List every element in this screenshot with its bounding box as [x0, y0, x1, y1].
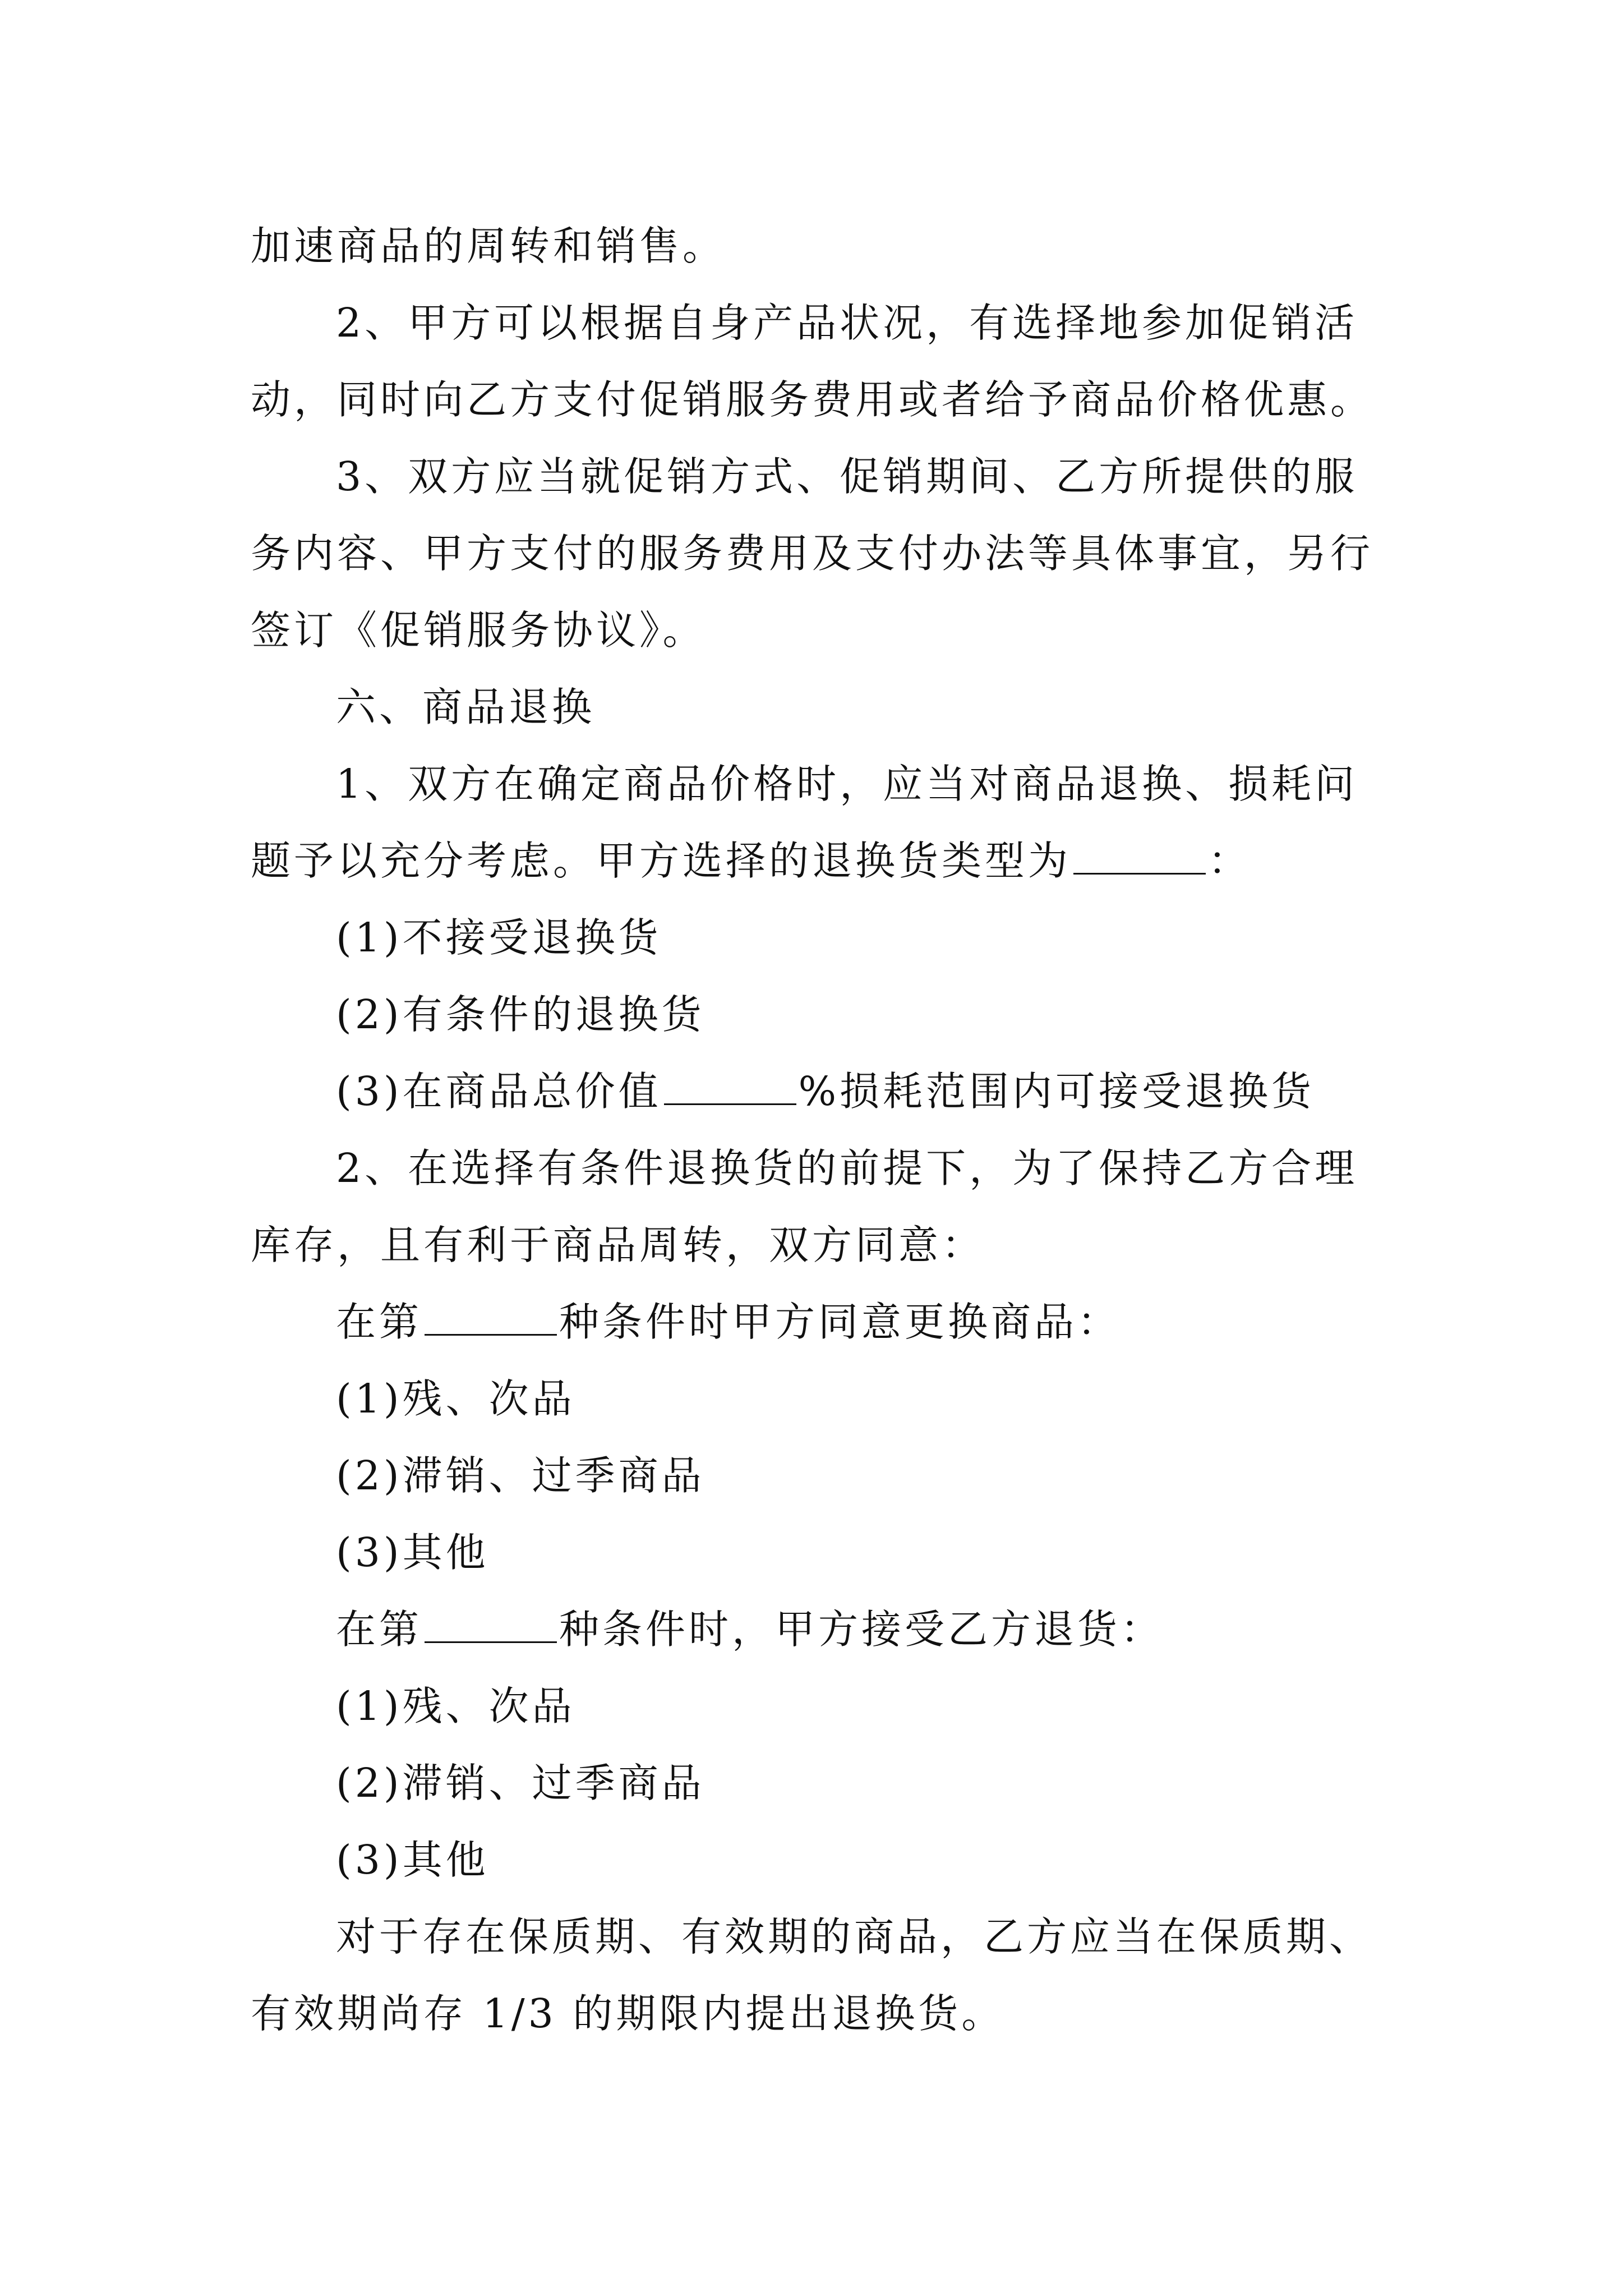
text: (1)残、次品: [336, 1683, 575, 1729]
text: 在第: [336, 1606, 423, 1653]
text-line: [251, 515, 1400, 592]
list-item: [251, 899, 1400, 976]
fill-in-blank[interactable]: [1073, 840, 1206, 875]
text: (2)滞销、过季商品: [336, 1760, 705, 1806]
text-line: [251, 208, 1400, 284]
text-line: [251, 361, 1400, 438]
text-line: [251, 1207, 1400, 1283]
list-item: [251, 1514, 1400, 1591]
text-line: [251, 1130, 1400, 1207]
text: (1)不接受退换货: [336, 914, 662, 961]
text-line: [251, 284, 1400, 361]
text: 加速商品的周转和销售。: [251, 223, 726, 269]
text: 务内容、甲方支付的服务费用及支付办法等具体事宜，另行: [251, 530, 1374, 577]
text: (2)有条件的退换货: [336, 991, 705, 1038]
text: %损耗范围内可接受退换货: [798, 1068, 1315, 1115]
section-heading: [251, 669, 1400, 746]
list-item: [251, 1437, 1400, 1514]
text: 2、在选择有条件退换货的前提下，为了保持乙方合理: [336, 1145, 1358, 1191]
text: (3)在商品总价值: [336, 1068, 662, 1115]
heading-text: 六、商品退换: [336, 684, 596, 730]
fill-in-blank[interactable]: [664, 1071, 796, 1105]
text: (3)其他: [336, 1837, 489, 1883]
text: 2、甲方可以根据自身产品状况，有选择地参加促销活: [336, 300, 1358, 346]
text-line: [251, 592, 1400, 669]
text: 对于存在保质期、有效期的商品，乙方应当在保质期、: [336, 1913, 1373, 1960]
text-line: [251, 1898, 1400, 1975]
list-item: [251, 1745, 1400, 1821]
text-line: [251, 1283, 1400, 1360]
text-line: [251, 746, 1400, 822]
text: (3)其他: [336, 1529, 489, 1576]
fill-in-blank[interactable]: [425, 1609, 557, 1643]
text: 在第: [336, 1299, 423, 1345]
list-item: [251, 1821, 1400, 1898]
text: ：: [1208, 838, 1252, 884]
document-body: [251, 208, 1400, 2052]
fill-in-blank[interactable]: [425, 1301, 557, 1336]
text: 库存，且有利于商品周转，双方同意：: [251, 1222, 985, 1268]
text: 有效期尚存 1/3 的期限内提出退换货。: [251, 1990, 1005, 2037]
text: 种条件时，甲方接受乙方退货：: [559, 1606, 1164, 1653]
text: 1、双方在确定商品价格时，应当对商品退换、损耗问: [336, 761, 1358, 807]
list-item: [251, 1360, 1400, 1437]
text: 题予以充分考虑。甲方选择的退换货类型为: [251, 838, 1072, 884]
text-line: [251, 1975, 1400, 2052]
text-line: [251, 438, 1400, 515]
text: (2)滞销、过季商品: [336, 1452, 705, 1499]
text-line: [251, 822, 1400, 899]
list-item: [251, 976, 1400, 1053]
text-line: [251, 1591, 1400, 1668]
text: 3、双方应当就促销方式、促销期间、乙方所提供的服: [336, 453, 1358, 500]
text: 签订《促销服务协议》。: [251, 607, 706, 654]
text: (1)残、次品: [336, 1375, 575, 1422]
list-item: [251, 1053, 1400, 1130]
list-item: [251, 1668, 1400, 1745]
text: 动，同时向乙方支付促销服务费用或者给予商品价格优惠。: [251, 376, 1374, 423]
text: 种条件时甲方同意更换商品：: [559, 1299, 1121, 1345]
